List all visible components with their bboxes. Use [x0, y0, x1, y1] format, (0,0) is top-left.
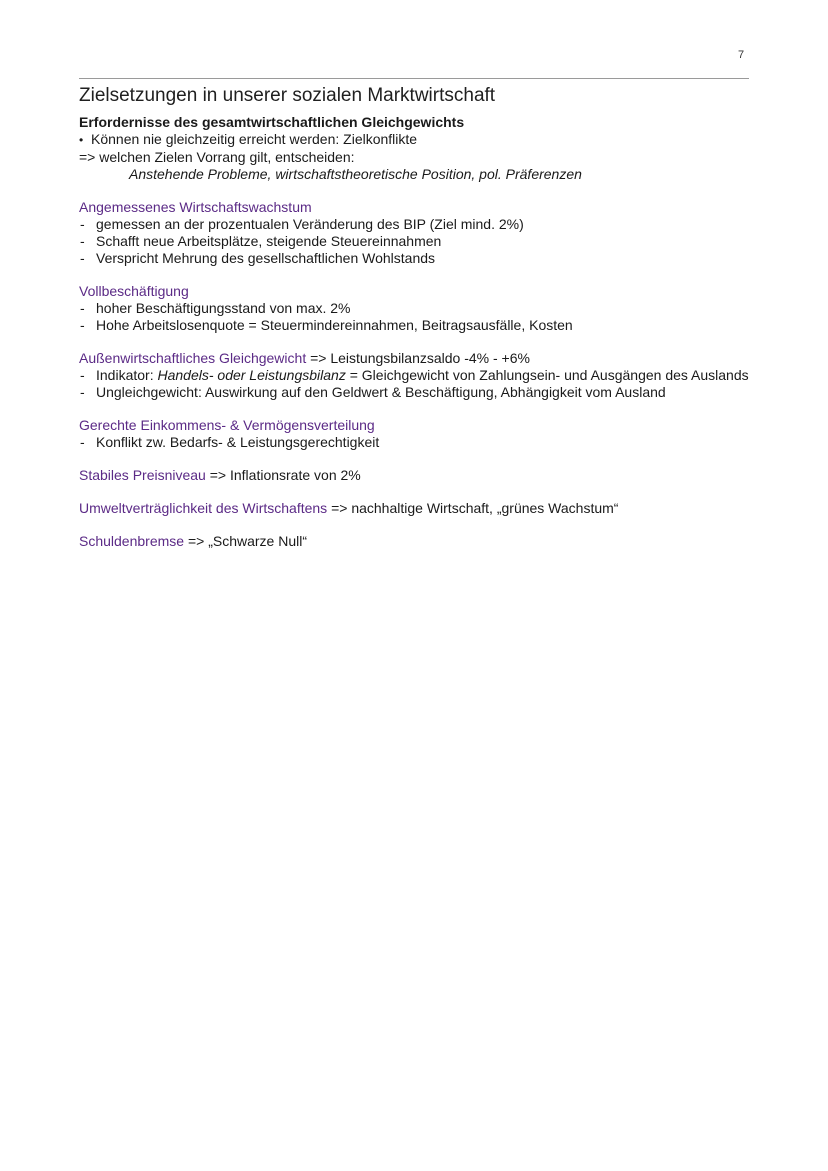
list-verteilung [79, 434, 751, 451]
section-heading-verteilung: Gerechte Einkommens- & Vermögensverteilung [79, 417, 375, 433]
section-heading-aussenwirtschaft-suffix: => Leistungsbilanzsaldo -4% - +6% [306, 350, 530, 366]
section-heading-wachstum: Angemessenes Wirtschaftswachstum [79, 199, 312, 215]
section-heading-umwelt-suffix: => nachhaltige Wirtschaft, „grünes Wachstum“ [327, 500, 619, 516]
list-item: - Konflikt zw. Bedarfs- & Leistungsgerechtigkeit [79, 434, 751, 451]
section-heading-vollbeschaeftigung: Vollbeschäftigung [79, 283, 189, 299]
intro-bullet [79, 131, 751, 149]
section-preisniveau [79, 467, 751, 484]
section-heading-schulden-suffix: => „Schwarze Null“ [184, 533, 307, 549]
intro-heading: Erfordernisse des gesamtwirtschaftlichen Gleichgewichts [79, 114, 465, 130]
section-heading-aussenwirtschaft: Außenwirtschaftliches Gleichgewicht [79, 350, 307, 366]
section-heading-umwelt-line [79, 500, 751, 517]
section-heading-schulden-line [79, 533, 751, 550]
list-wachstum [79, 216, 751, 267]
item-suffix: = Gleichgewicht von Zahlungsein- und Ausgängen des Auslands [345, 367, 749, 383]
page-content [79, 84, 751, 550]
section-verteilung [79, 417, 751, 451]
section-wachstum [79, 199, 751, 267]
list-item: - Verspricht Mehrung des gesellschaftlichen Wohlstands [79, 250, 751, 267]
bullet-icon: • [79, 133, 84, 147]
intro-italic-line: Anstehende Probleme, wirtschaftstheoretische Position, pol. Präferenzen [129, 166, 582, 182]
list-item: - Hohe Arbeitslosenquote = Steuermindereinnahmen, Beitragsausfälle, Kosten [79, 317, 751, 334]
list-item: - hoher Beschäftigungsstand von max. 2% [79, 300, 751, 317]
intro-arrow-line: => welchen Zielen Vorrang gilt, entscheiden: [79, 149, 355, 165]
section-heading-umwelt: Umweltverträglichkeit des Wirtschaftens [79, 500, 328, 516]
section-heading-preisniveau-suffix: => Inflationsrate von 2% [205, 467, 361, 483]
section-schulden [79, 533, 751, 550]
page-number: 7 [738, 49, 745, 61]
section-aussenwirtschaft [79, 350, 751, 401]
item-italic: Handels- oder Leistungsbilanz [157, 367, 346, 383]
item-prefix: Indikator: [96, 367, 158, 383]
list-item: - Schafft neue Arbeitsplätze, steigende Steuereinnahmen [79, 233, 751, 250]
list-item: - Ungleichgewicht: Auswirkung auf den Geldwert & Beschäftigung, Abhängigkeit vom Ausland [79, 384, 751, 401]
section-vollbeschaeftigung [79, 283, 751, 334]
section-heading-aussenwirtschaft-line [79, 350, 751, 367]
list-aussenwirtschaft [79, 367, 751, 401]
list-vollbeschaeftigung [79, 300, 751, 334]
list-item [79, 367, 751, 384]
list-item: - gemessen an der prozentualen Veränderung des BIP (Ziel mind. 2%) [79, 216, 751, 233]
intro-bullet-text: Können nie gleichzeitig erreicht werden: Zielkonflikte [91, 131, 418, 147]
section-heading-preisniveau-line [79, 467, 751, 484]
section-umwelt [79, 500, 751, 517]
intro-block [79, 114, 751, 183]
header-divider [79, 78, 749, 79]
section-heading-schulden: Schuldenbremse [79, 533, 185, 549]
page-title: Zielsetzungen in unserer sozialen Marktwirtschaft [79, 85, 496, 106]
section-heading-preisniveau: Stabiles Preisniveau [79, 467, 206, 483]
